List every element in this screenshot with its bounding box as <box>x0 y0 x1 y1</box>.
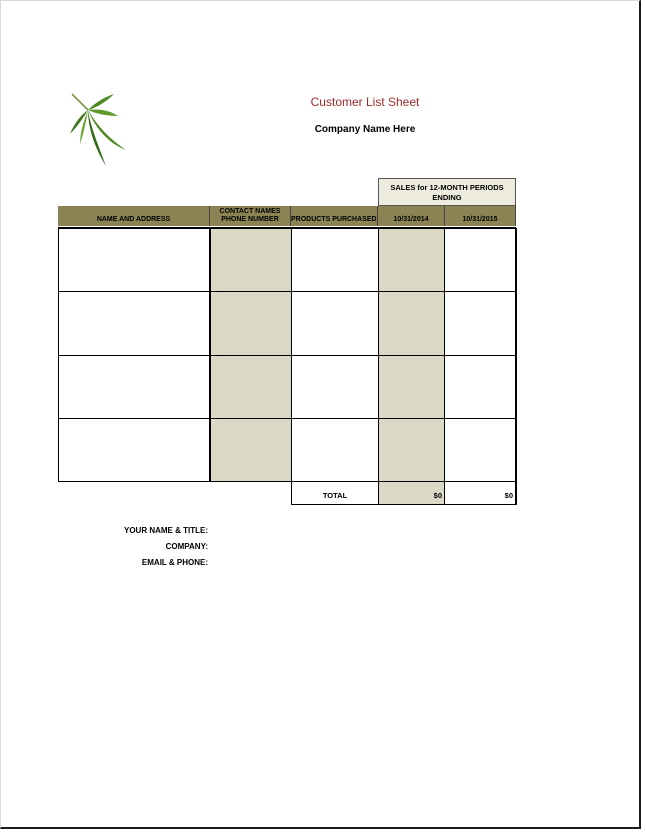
table-row[interactable] <box>58 356 516 419</box>
table-row[interactable] <box>58 419 516 482</box>
col-header-period2: 10/31/2015 <box>445 206 516 226</box>
column-divider <box>378 228 379 504</box>
document-title: Customer List Sheet <box>310 95 420 109</box>
sales-header-line2: ENDING <box>432 193 462 202</box>
col-header-contact-line2: PHONE NUMBER <box>221 216 279 223</box>
col-header-period1: 10/31/2014 <box>378 206 445 226</box>
col-header-name-address: NAME AND ADDRESS <box>58 206 210 226</box>
company-name: Company Name Here <box>314 124 416 135</box>
col-header-contact-line1: CONTACT NAMES <box>219 208 281 215</box>
col-header-products: PRODUCTS PURCHASED <box>291 206 378 226</box>
column-divider <box>291 228 292 504</box>
table-top-border <box>58 227 516 229</box>
table-row[interactable] <box>58 292 516 356</box>
email-phone-label: EMAIL & PHONE: <box>141 558 208 567</box>
total-period2: $0 <box>504 491 513 500</box>
total-row-bottom <box>291 504 517 505</box>
bamboo-leaf-icon <box>62 88 132 170</box>
table-right-border <box>515 228 517 504</box>
total-period1: $0 <box>433 491 442 500</box>
column-divider <box>209 228 211 482</box>
sales-periods-header <box>378 178 516 206</box>
your-name-title-label: YOUR NAME & TITLE: <box>124 526 208 535</box>
sales-header-line1: SALES for 12-MONTH PERIODS <box>390 183 504 192</box>
company-label: COMPANY: <box>165 542 208 551</box>
column-divider <box>444 228 445 504</box>
col-header-contact <box>210 206 291 226</box>
table-left-border <box>58 228 59 482</box>
table-row[interactable] <box>58 228 516 292</box>
total-label: TOTAL <box>322 491 348 500</box>
